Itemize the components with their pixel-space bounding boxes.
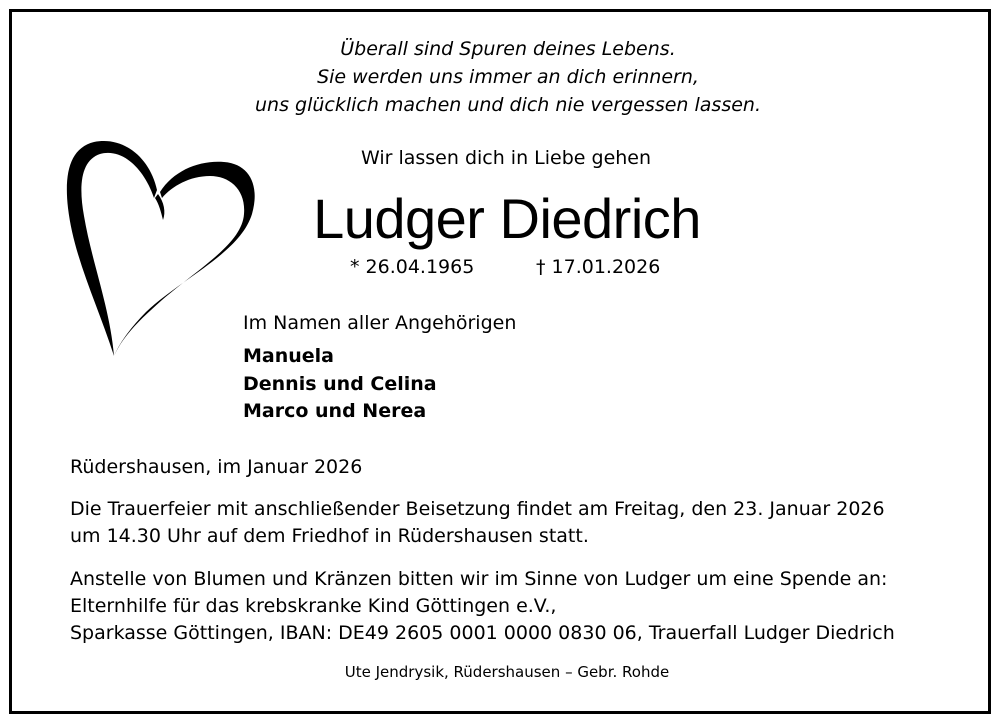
donation-line: Anstelle von Blumen und Kränzen bitten wir im Sinne von Ludger um eine Spende an:	[70, 568, 888, 590]
deceased-name: Ludger Diedrich	[313, 187, 701, 250]
mourner-list	[243, 343, 437, 426]
mourner-name: Manuela	[243, 345, 335, 367]
poem	[0, 35, 1000, 119]
donation-info	[70, 566, 895, 647]
birth-date: * 26.04.1965	[350, 256, 475, 278]
death-date: † 17.01.2026	[536, 256, 661, 278]
place-date: Rüdershausen, im Januar 2026	[70, 456, 363, 478]
mourner-name: Marco und Nerea	[243, 400, 427, 422]
funeral-line: Die Trauerfeier mit anschließender Beisetzung findet am Freitag, den 23. Januar 2026	[70, 498, 885, 520]
intro-text: Wir lassen dich in Liebe gehen	[360, 147, 652, 169]
footer-credit: Ute Jendrysik, Rüdershausen – Gebr. Rohde	[344, 663, 670, 681]
poem-line: uns glücklich machen und dich nie vergessen lassen.	[254, 94, 761, 116]
donation-line: Sparkasse Göttingen, IBAN: DE49 2605 0001 0000 0830 06, Trauerfall Ludger Diedrich	[70, 622, 895, 644]
donation-line: Elternhilfe für das krebskranke Kind Göttingen e.V.,	[70, 595, 557, 617]
mourner-name: Dennis und Celina	[243, 372, 437, 395]
behalf-line: Im Namen aller Angehörigen	[243, 312, 517, 334]
poem-line: Sie werden uns immer an dich erinnern,	[317, 66, 699, 88]
poem-line: Überall sind Spuren deines Lebens.	[340, 38, 676, 60]
funeral-line: um 14.30 Uhr auf dem Friedhof in Rüdershausen statt.	[70, 525, 589, 547]
funeral-info	[70, 496, 885, 550]
